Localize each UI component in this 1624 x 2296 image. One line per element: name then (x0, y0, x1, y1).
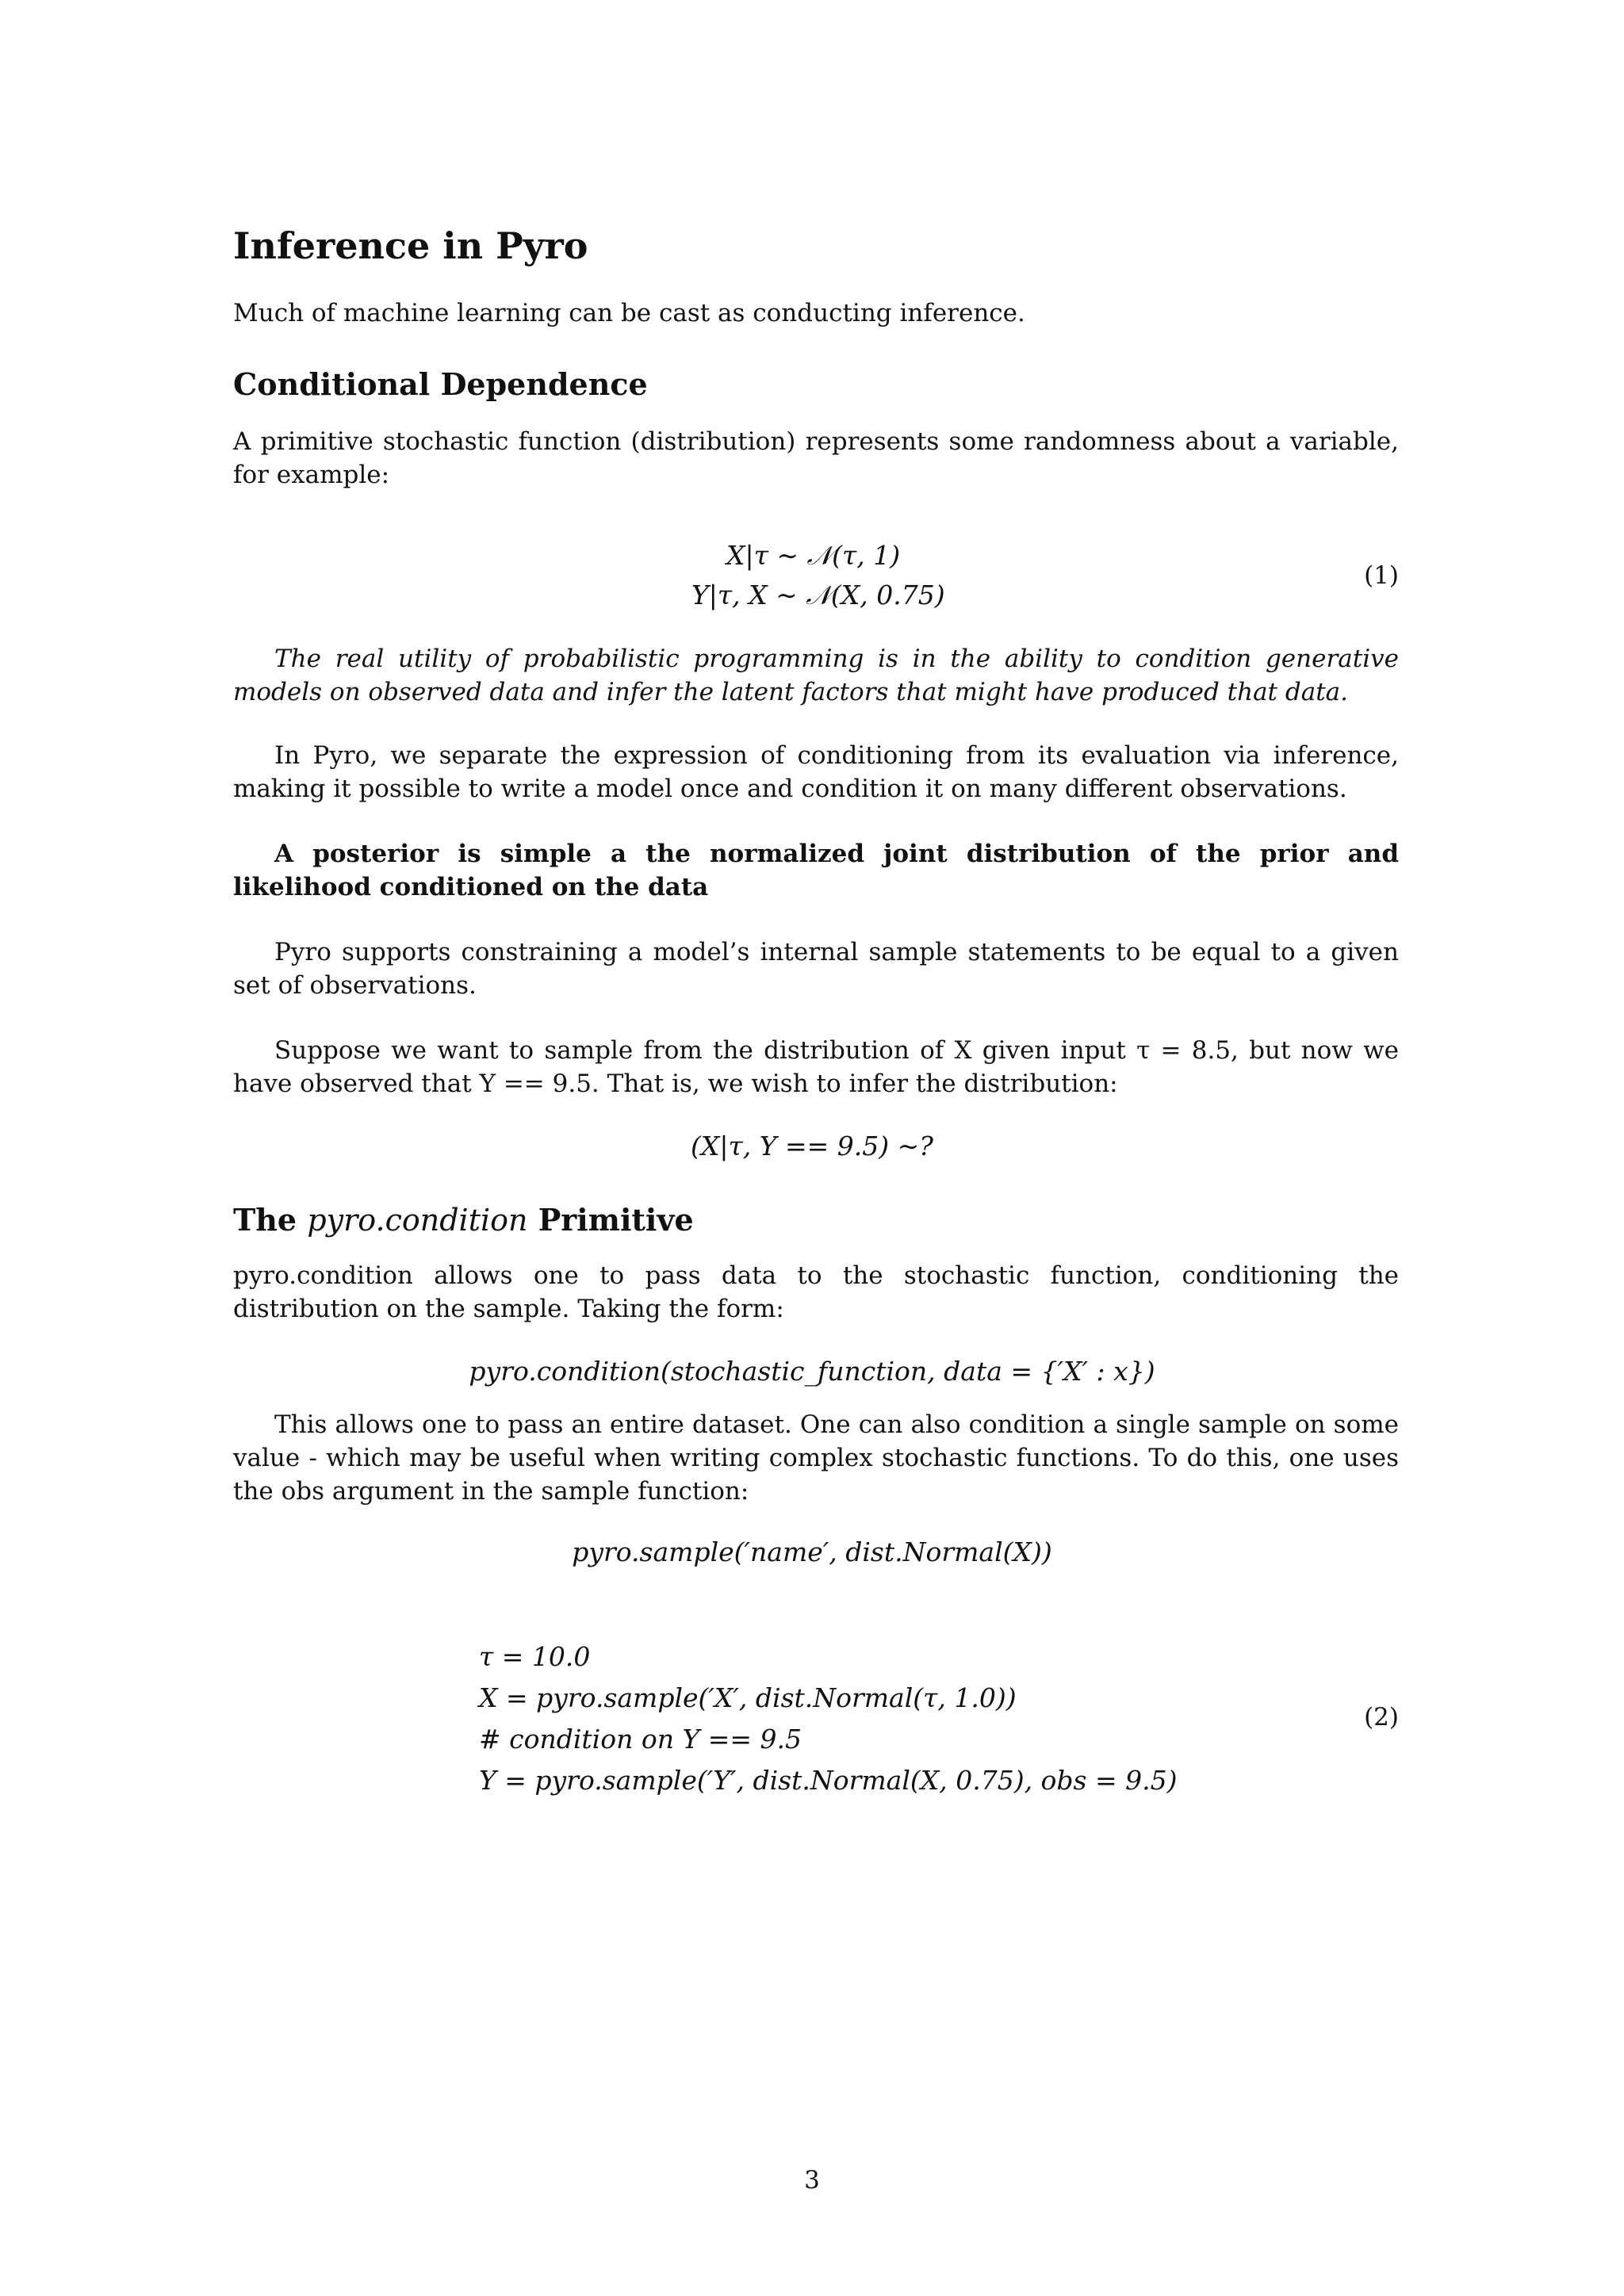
page-title: Inference in Pyro (233, 224, 588, 267)
equation-sample-form: pyro.sample(′name′, dist.Normal(X)) (572, 1536, 1052, 1567)
equation-2-line-4: Y = pyro.sample(′Y′, dist.Normal(X, 0.75), obs = 9.5) (479, 1765, 1178, 1796)
equation-2-line-3: # condition on Y == 9.5 (479, 1724, 802, 1755)
heading-code: pyro.condition (307, 1203, 528, 1238)
equation-condition-form: pyro.condition(stochastic_function, data = {′X′ : x}) (469, 1356, 1155, 1387)
intro-paragraph: Much of machine learning can be cast as conducting inference. (233, 299, 1025, 327)
equation-infer-distribution: (X|τ, Y == 9.5) ∼? (691, 1131, 933, 1161)
heading-suffix: Primitive (538, 1202, 694, 1238)
section-heading-conditional-dependence: Conditional Dependence (233, 366, 648, 402)
equation-2-line-2: X = pyro.sample(′X′, dist.Normal(τ, 1.0)) (479, 1682, 1017, 1713)
heading-prefix: The (233, 1202, 297, 1238)
equation-2-line-1: τ = 10.0 (479, 1641, 591, 1672)
paragraph-entire-dataset: This allows one to pass an entire dataset. One can also condition a single sample on some value - which may be useful when writing complex stochastic functions. To do this, one uses the obs argument in the sample function: (233, 1410, 1399, 1506)
equation-2-number: (2) (1364, 1703, 1399, 1732)
equation-1-line-1: X|τ ∼ 𝒩(τ, 1) (726, 540, 901, 571)
equation-1-line-2: Y|τ, X ∼ 𝒩(X, 0.75) (691, 580, 945, 610)
paragraph-pyro-condition: pyro.condition allows one to pass data to the stochastic function, conditioning the distribution on the sample. Taking the form: (233, 1261, 1399, 1323)
equation-1-number: (1) (1364, 561, 1399, 590)
quote-paragraph: The real utility of probabilistic programming is in the ability to condition generative models on observed data and infer the latent factors that might have produced that data. (233, 645, 1399, 706)
paragraph-suppose: Suppose we want to sample from the distribution of X given input τ = 8.5, but now we have observed that Y == 9.5. That is, we wish to infer the distribution: (233, 1036, 1399, 1098)
section-heading-pyro-condition (233, 1202, 694, 1238)
page-number: 3 (804, 2166, 820, 2195)
paragraph-constraining: Pyro supports constraining a model’s internal sample statements to be equal to a given set of observations. (233, 938, 1399, 1000)
paragraph-separate-conditioning: In Pyro, we separate the expression of conditioning from its evaluation via inference, making it possible to write a model once and condition it on many different observations. (233, 741, 1399, 803)
paragraph-primitive-stochastic: A primitive stochastic function (distribution) represents some randomness about a variable, for example: (233, 427, 1399, 489)
bold-posterior-note: A posterior is simple a the normalized joint distribution of the prior and likelihood conditioned on the data (233, 840, 1399, 901)
